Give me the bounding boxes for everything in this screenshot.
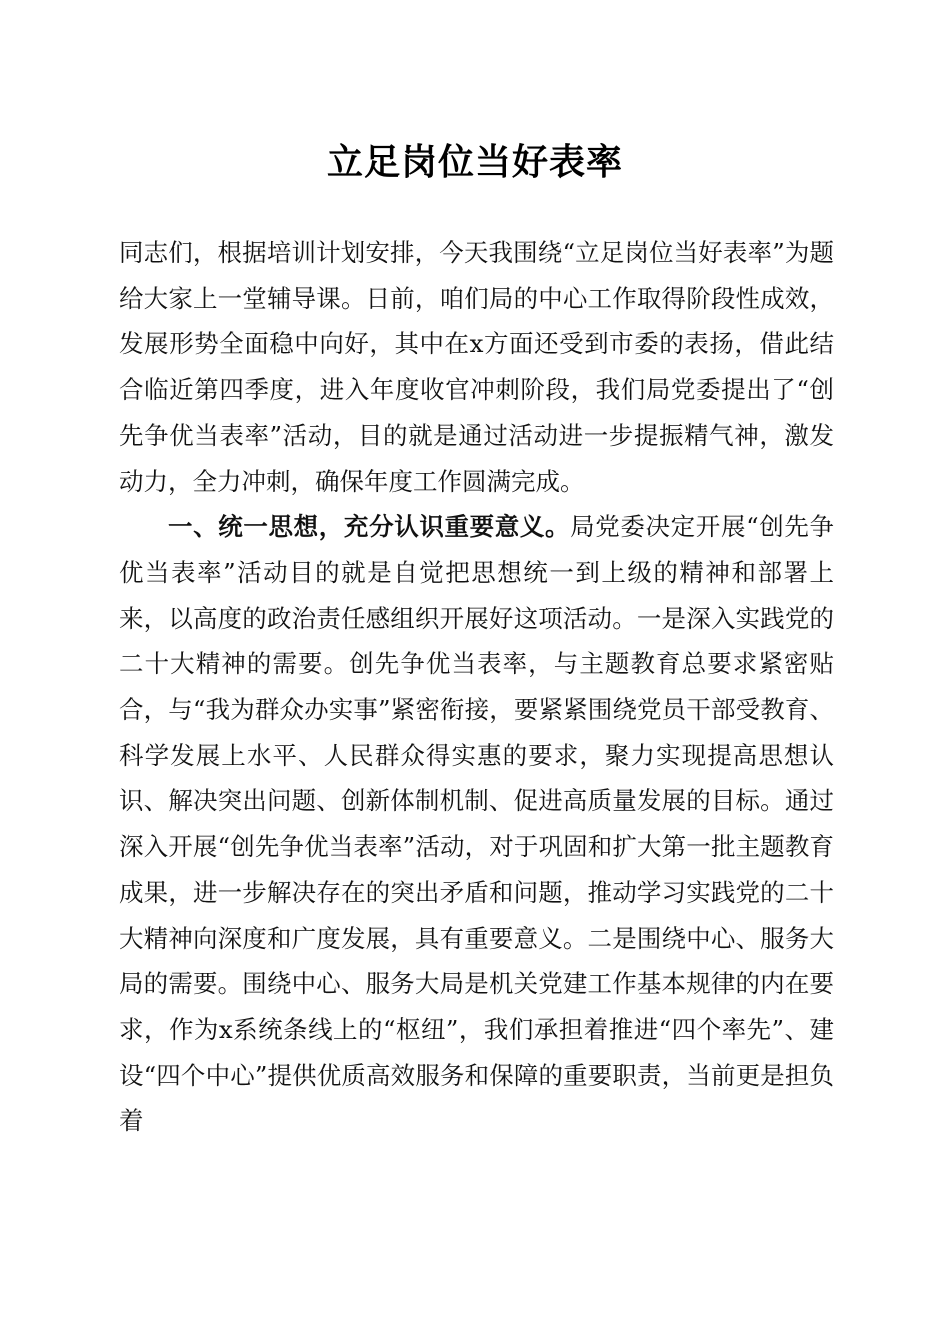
section-1-heading: 一、统一思想，充分认识重要意义。 (168, 512, 571, 542)
section-1-paragraph (119, 504, 834, 1144)
section-1-text: 局党委决定开展“创先争优当表率”活动目的就是自觉把思想统一到上级的精神和部署上来，以高度的政治责任感组织开展好这项活动。一是深入实践党的二十大精神的需要。创先争优当表率，与主题教育总要求紧密贴合，与“我为群众办实事”紧密衔接，要紧紧围绕党员干部受教育、科学发展上水平、人民群众得实惠的要求，聚力实现提高思想认识、解决突出问题、创新体制机制、促进高质量发展的目标。通过深入开展“创先争优当表率”活动，对于巩固和扩大第一批主题教育成果，进一步解决存在的突出矛盾和问题，推动学习实践党的二十大精神向深度和广度发展，具有重要意义。二是围绕中心、服务大局的需要。围绕中心、服务大局是机关党建工作基本规律的内在要求，作为x系统条线上的“枢纽”，我们承担着推进“四个率先”、建设“四个中心”提供优质高效服务和保障的重要职责，当前更是担负着 (119, 512, 834, 1136)
document-body (119, 230, 834, 1144)
intro-paragraph: 同志们，根据培训计划安排，今天我围绕“立足岗位当好表率”为题给大家上一堂辅导课。日前，咱们局的中心工作取得阶段性成效，发展形势全面稳中向好，其中在x方面还受到市委的表扬，借此结合临近第四季度，进入年度收官冲刺阶段，我们局党委提出了“创先争优当表率”活动，目的就是通过活动进一步提振精气神，激发动力，全力冲刺，确保年度工作圆满完成。 (119, 238, 834, 496)
document-title: 立足岗位当好表率 (326, 141, 623, 183)
